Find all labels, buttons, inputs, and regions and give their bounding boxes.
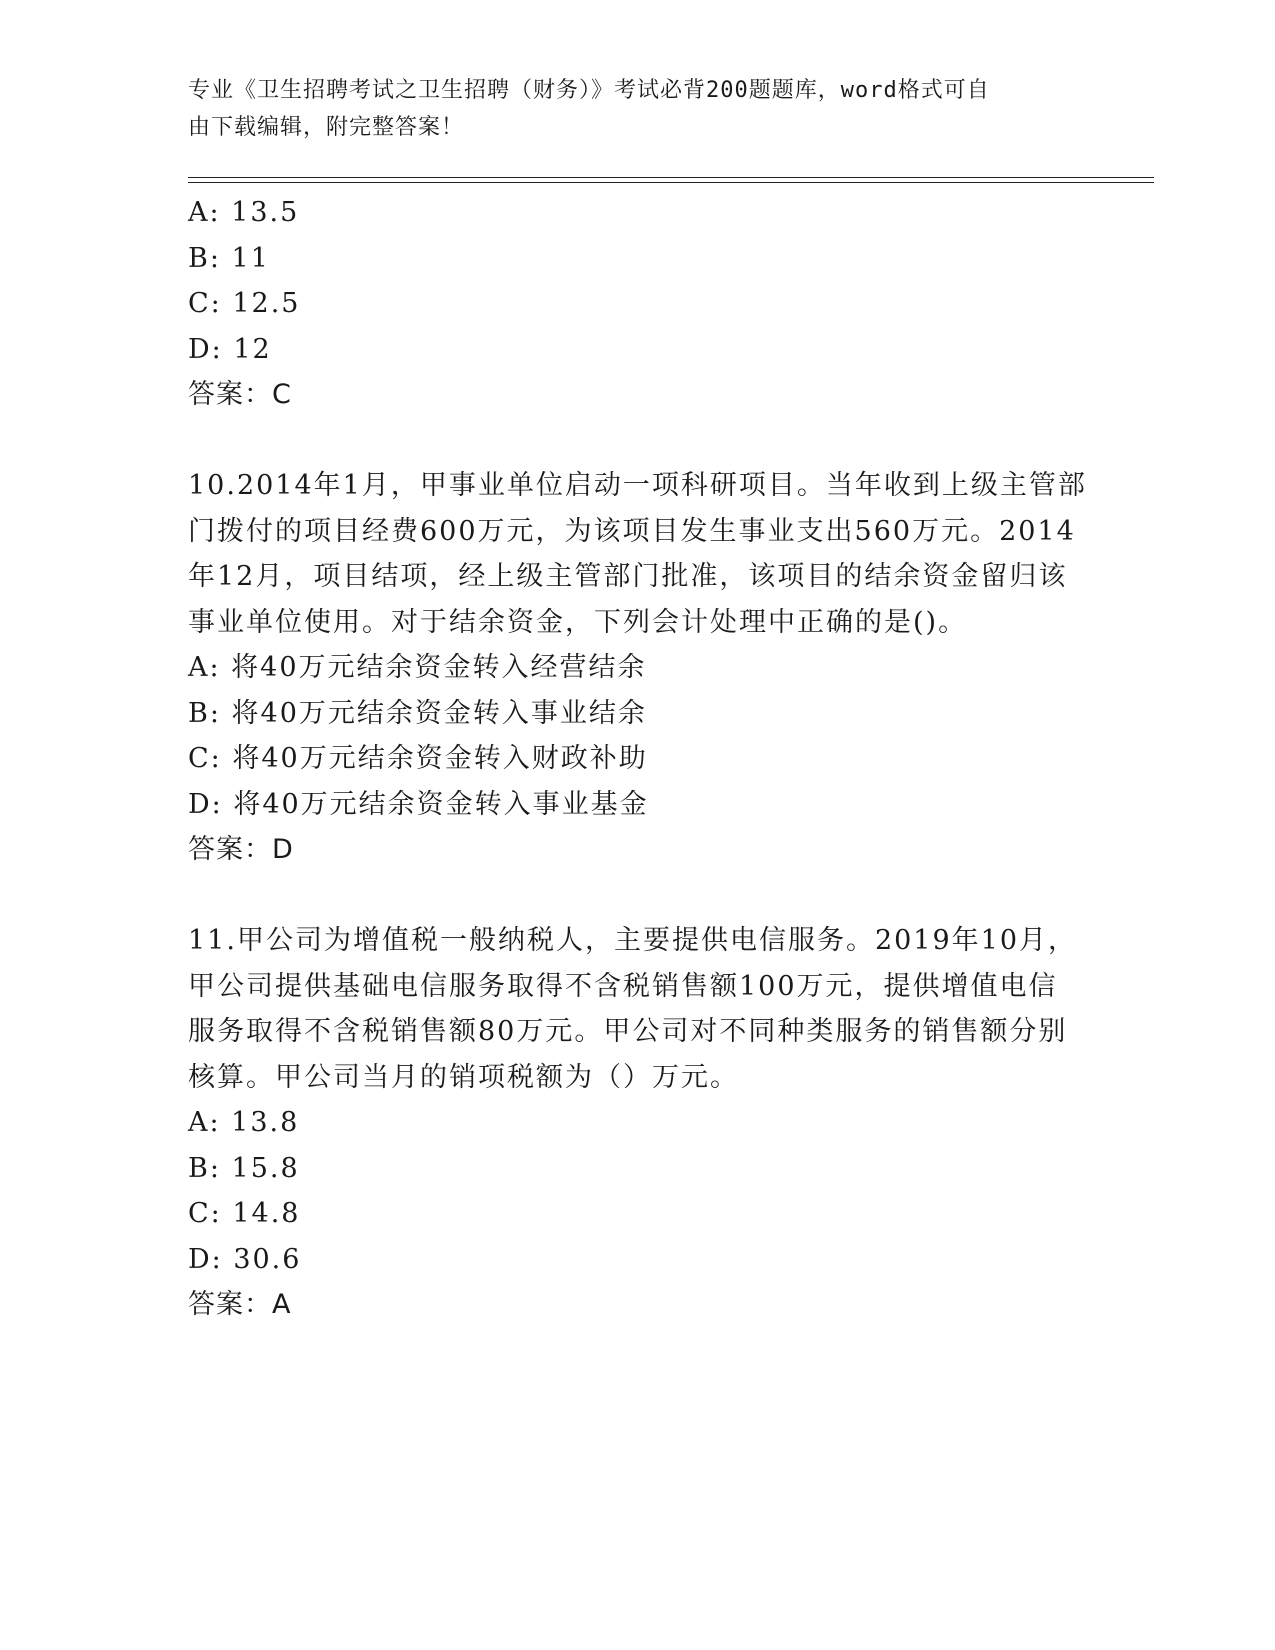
option-a: A: 13.8 (188, 1107, 300, 1138)
spacer (188, 873, 1088, 919)
question-text-line: 甲公司提供基础电信服务取得不含税销售额100万元，提供增值电信 (188, 970, 1058, 1002)
question-10 (188, 463, 1088, 873)
option-d: D: 将40万元结余资金转入事业基金 (188, 788, 649, 820)
option-c: C: 14.8 (188, 1198, 301, 1229)
question-11 (188, 918, 1088, 1328)
answer-line: 答案：D (188, 834, 294, 865)
option-b: B: 将40万元结余资金转入事业结余 (188, 697, 647, 729)
question-text-line: 年12月，项目结项，经上级主管部门批准，该项目的结余资金留归该 (188, 561, 1068, 592)
spacer (188, 418, 1088, 464)
option-d: D: 30.6 (188, 1243, 302, 1275)
question-text-line: 核算。甲公司当月的销项税额为（）万元。 (188, 1061, 739, 1093)
option-a: A: 13.5 (188, 197, 300, 228)
question-text-line: 10.2014年1月，甲事业单位启动一项科研项目。当年收到上级主管部 (188, 470, 1087, 501)
option-b: B: 15.8 (188, 1152, 300, 1184)
option-a: A: 将40万元结余资金转入经营结余 (188, 652, 647, 683)
header-line-2: 由下载编辑，附完整答案！ (188, 115, 465, 140)
answer-line: 答案：A (188, 1289, 292, 1320)
question-list (188, 190, 1088, 1328)
option-c: C: 12.5 (188, 288, 301, 319)
option-c: C: 将40万元结余资金转入财政补助 (188, 743, 648, 774)
option-b: B: 11 (188, 242, 270, 274)
question-block-prev (188, 190, 1088, 418)
question-text-line: 服务取得不含税销售额80万元。甲公司对不同种类服务的销售额分别 (188, 1016, 1068, 1047)
header-line-1: 专业《卫生招聘考试之卫生招聘（财务）》考试必背200题题库，word格式可自 (188, 78, 990, 103)
question-text-line: 门拨付的项目经费600万元，为该项目发生事业支出560万元。2014 (188, 515, 1076, 547)
document-header (188, 72, 1078, 146)
answer-line: 答案：C (188, 379, 292, 410)
option-d: D: 12 (188, 333, 272, 365)
question-text-line: 11.甲公司为增值税一般纳税人，主要提供电信服务。2019年10月， (188, 925, 1078, 956)
header-divider-top (188, 177, 1154, 178)
question-text-line: 事业单位使用。对于结余资金，下列会计处理中正确的是()。 (188, 606, 968, 638)
header-divider-bottom (188, 182, 1154, 183)
